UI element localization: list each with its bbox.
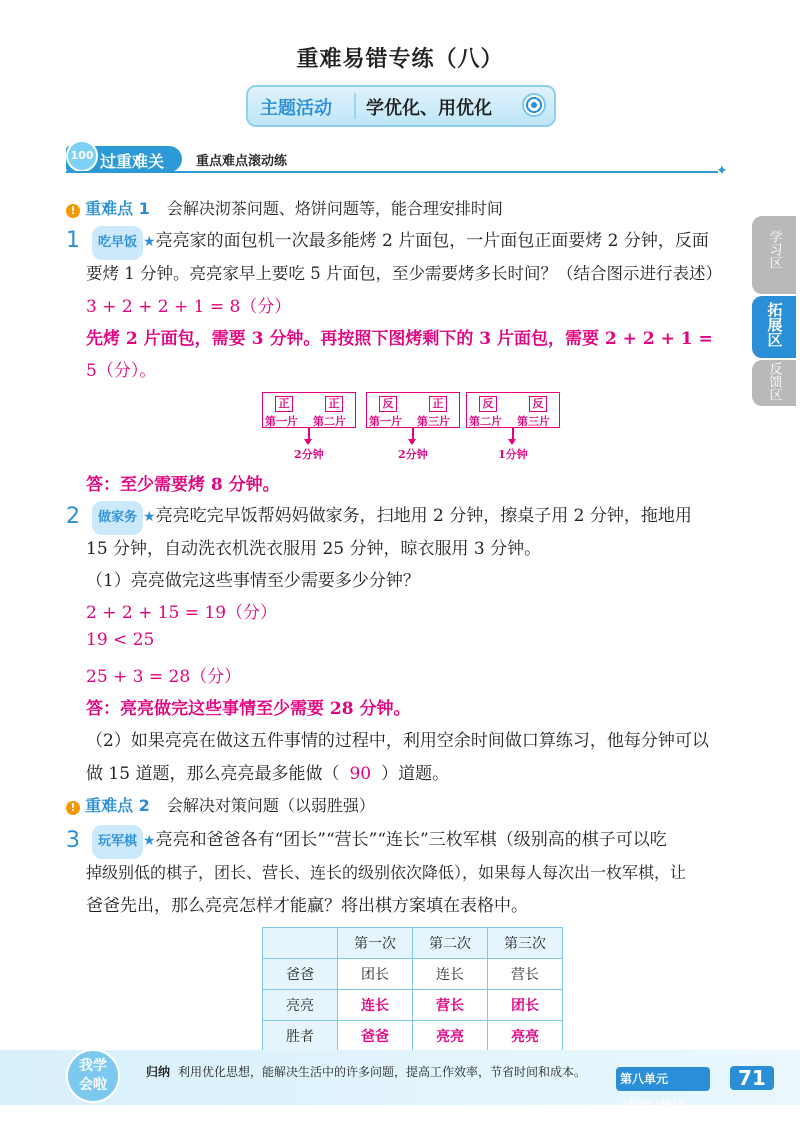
unit-slogan: 上册认真听 下册最关键 [622, 1099, 685, 1107]
unit-label [616, 1067, 710, 1107]
step-time: 2分钟 [398, 448, 428, 461]
table-cell: 爸爸 [263, 959, 338, 990]
key-icon: ! [66, 801, 80, 815]
key-point-text: 会解决对策问题（以弱胜强） [166, 796, 375, 815]
question-2-line-1 [92, 500, 692, 535]
calc: 19 < 25 [86, 630, 155, 650]
table-cell: 亮亮 [413, 1021, 488, 1052]
table-cell: 营长 [413, 990, 488, 1021]
arrow-head-icon [408, 439, 416, 445]
calc: 25 + 3 = 28（分） [86, 667, 242, 687]
badge-text: 会啦 [79, 1077, 107, 1093]
question-number: 2 [66, 504, 80, 529]
section-subtitle: 重点难点滚动练 [196, 154, 288, 169]
question-text: 亮亮家的面包机一次最多能烤 2 片面包，一片面包正面要烤 2 分钟，反面 [155, 231, 709, 251]
table-cell: 连长 [413, 959, 488, 990]
slice-label: 第三片 [517, 415, 550, 428]
star-icon: ✦ [716, 163, 728, 179]
footer-badge-icon [66, 1049, 120, 1103]
bake-step-2 [366, 392, 460, 428]
table-cell: 连长 [338, 990, 413, 1021]
arrow-head-icon [304, 439, 312, 445]
question-2-line-2: 15 分钟，自动洗衣机洗衣服用 25 分钟，晾衣服用 3 分钟。 [86, 539, 542, 559]
explanation-line-2: 5（分）。 [86, 361, 157, 381]
side-box: 正 [275, 396, 293, 412]
side-box: 反 [529, 396, 547, 412]
fill-answer: 90 [349, 764, 372, 784]
table-cell: 亮亮 [488, 1021, 563, 1052]
page-title: 重难易错专练（八） [296, 46, 504, 72]
section-badge-icon: 100 [66, 140, 98, 172]
badge-text: 我学 [79, 1058, 107, 1074]
answer: 答：至少需要烤 8 分钟。 [86, 475, 280, 495]
topic-value: 学优化、用优化 [366, 98, 492, 119]
table-header-row [263, 928, 563, 959]
calc: 2 + 2 + 15 = 19（分） [86, 603, 278, 623]
table-cell: 营长 [488, 959, 563, 990]
key-point-1 [66, 196, 503, 219]
topic-label: 主题活动 [260, 98, 332, 119]
table-cell: 第三次 [488, 928, 563, 959]
sub-question-2-line-2 [86, 758, 449, 790]
bake-step-1 [262, 392, 356, 428]
star-icon: ★ [143, 509, 156, 525]
side-tab-label: 反馈区 [766, 362, 782, 401]
side-box: 正 [429, 396, 447, 412]
table-cell: 团长 [488, 990, 563, 1021]
side-box: 反 [379, 396, 397, 412]
question-1-line-1 [92, 225, 709, 260]
table-row [263, 990, 563, 1021]
sub-question-1: （1）亮亮做完这些事情至少需要多少分钟？ [86, 571, 420, 591]
question-number: 1 [66, 228, 80, 253]
key-point-text: 会解决沏茶问题、烙饼问题等，能合理安排时间 [166, 199, 503, 218]
table-row [263, 959, 563, 990]
slice-label: 第一片 [369, 415, 402, 428]
question-3-line-2: 掉级别低的棋子，团长、营长、连长的级别依次降低），如果每人每次出一枚军棋，让 [86, 863, 687, 882]
key-point-label: 重难点 2 [85, 796, 150, 815]
topic-banner [246, 85, 556, 127]
step-time: 1分钟 [498, 448, 528, 461]
section-divider [66, 171, 718, 173]
slice-label: 第三片 [417, 415, 450, 428]
key-icon: ! [66, 204, 80, 218]
slice-label: 第二片 [313, 415, 346, 428]
side-tab-extend[interactable] [752, 296, 796, 358]
section-label: 过重难关 [100, 152, 165, 171]
page-number: 71 [730, 1066, 774, 1090]
topic-divider [354, 93, 356, 119]
slice-label: 第一片 [265, 415, 298, 428]
side-box: 反 [479, 396, 497, 412]
table-row [263, 1021, 563, 1052]
arrow-head-icon [508, 439, 516, 445]
key-point-2 [66, 793, 375, 816]
unit-text: 第八单元 [620, 1072, 669, 1086]
star-icon: ★ [143, 833, 156, 849]
target-icon [522, 93, 546, 117]
table-cell: 亮亮 [263, 990, 338, 1021]
key-point-label: 重难点 1 [85, 199, 150, 218]
side-tab-label: 学习区 [766, 230, 782, 269]
table-cell: 胜者 [263, 1021, 338, 1052]
note-label: 归纳 [146, 1065, 171, 1079]
side-tab-label: 拓展区 [765, 302, 784, 347]
bake-step-3 [466, 392, 560, 428]
question-1-line-2: 要烤 1 分钟。亮亮家早上要吃 5 片面包，至少需要烤多长时间？（结合图示进行表述） [86, 264, 722, 283]
table-cell: 爸爸 [338, 1021, 413, 1052]
side-tab-feedback[interactable] [752, 360, 796, 406]
question-3-line-3: 爸爸先出，那么亮亮怎样才能赢？将出棋方案填在表格中。 [86, 896, 528, 916]
question-tag: 玩军棋 [92, 825, 143, 859]
explanation-line-1: 先烤 2 片面包，需要 3 分钟。再按照下图烤剩下的 3 片面包，需要 2 + 2 + 1 = [86, 329, 713, 349]
side-tab-study[interactable] [752, 216, 796, 294]
question-text: 亮亮吃完早饭帮妈妈做家务，扫地用 2 分钟，擦桌子用 2 分钟，拖地用 [155, 506, 692, 526]
step-time: 2分钟 [294, 448, 324, 461]
question-tag: 做家务 [92, 501, 143, 535]
question-number: 3 [66, 828, 80, 853]
question-3-line-1 [92, 824, 667, 859]
slice-label: 第二片 [469, 415, 502, 428]
question-tag: 吃早饭 [92, 226, 143, 260]
table-cell: 第一次 [338, 928, 413, 959]
question-text: ）道题。 [381, 764, 450, 784]
note-text: 利用优化思想，能解决生活中的许多问题，提高工作效率，节省时间和成本。 [178, 1065, 587, 1079]
answer: 答：亮亮做完这些事情至少需要 28 分钟。 [86, 699, 411, 719]
side-box: 正 [325, 396, 343, 412]
star-icon: ★ [143, 234, 156, 250]
answer-table [262, 927, 563, 1052]
question-text: 做 15 道题，那么亮亮最多能做（ [86, 764, 340, 784]
table-cell [263, 928, 338, 959]
table-cell: 第二次 [413, 928, 488, 959]
question-text: 亮亮和爸爸各有“团长”“营长”“连长”三枚军棋（级别高的棋子可以吃 [155, 830, 667, 850]
calc: 3 + 2 + 2 + 1 = 8（分） [86, 297, 292, 317]
table-cell: 团长 [338, 959, 413, 990]
sub-question-2-line-1: （2）如果亮亮在做这五件事情的过程中，利用空余时间做口算练习，他每分钟可以 [86, 731, 709, 751]
summary-note [146, 1062, 606, 1082]
